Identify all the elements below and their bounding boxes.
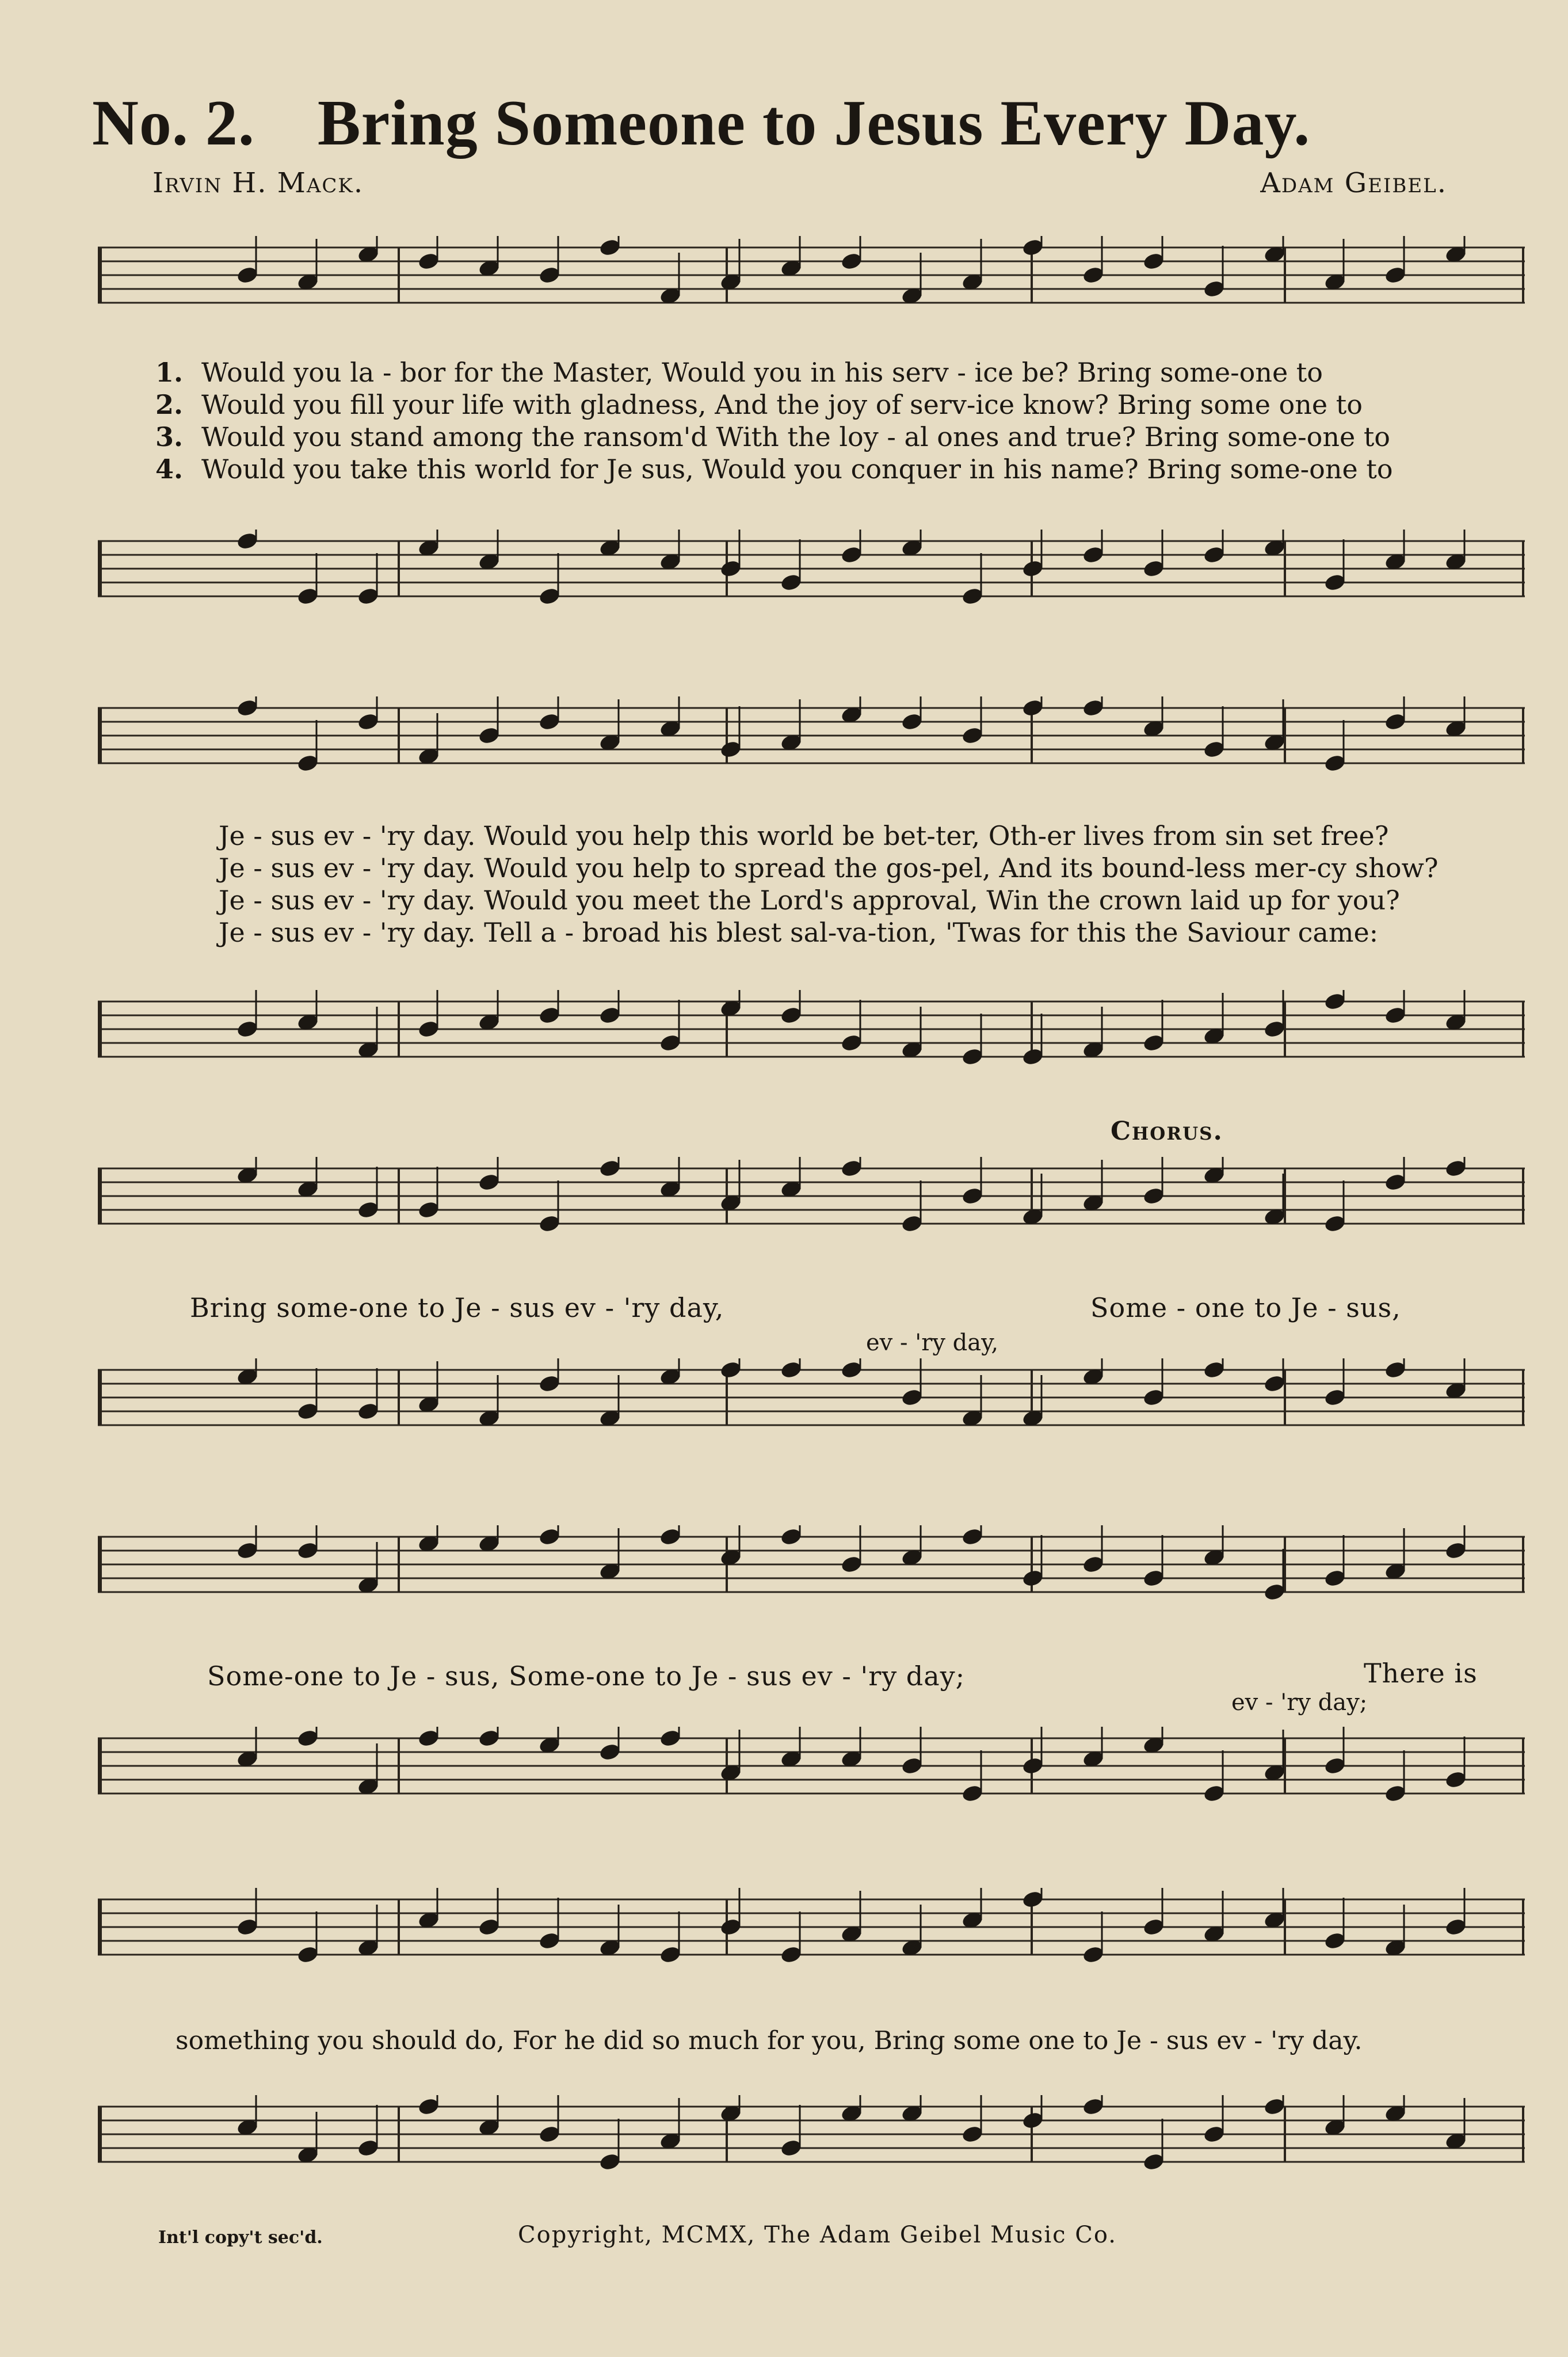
chorus-lyric-2b: There is <box>1364 1658 1478 1689</box>
staff-lines <box>98 1157 1525 1237</box>
verse-line: Je - sus ev - 'ry day. Would you help to spread the gos-pel, And its bound-less mer-cy show? <box>219 852 1439 884</box>
rights-notice: Int'l copy't sec'd. <box>158 2227 323 2248</box>
staff-lines <box>98 530 1525 610</box>
chorus-lyric-1: Bring some-one to Je - sus ev - 'ry day, <box>190 1292 724 1323</box>
treble-staff <box>98 1888 1525 1968</box>
staff-lines <box>98 236 1525 317</box>
staff-lines <box>98 1358 1525 1439</box>
staff-lines <box>98 1888 1525 1968</box>
verse-line: Je - sus ev - 'ry day. Would you help this world be bet-ter, Oth-er lives from sin set free? <box>219 820 1389 851</box>
treble-staff <box>98 1157 1525 1237</box>
chorus-lyric-1b: Some - one to Je - sus, <box>1090 1292 1401 1323</box>
staff-lines <box>98 2095 1525 2176</box>
bass-staff <box>98 990 1525 1071</box>
lyricist: Irvin H. Mack. <box>152 167 364 199</box>
hymn-number: No. 2. <box>92 87 255 159</box>
verse-line: 3. Would you stand among the ransom'd With the loy - al ones and true? Bring some-one to <box>155 421 1391 452</box>
treble-staff <box>98 696 1525 777</box>
hymn-title-row <box>92 86 1310 161</box>
bass-staff <box>98 1358 1525 1439</box>
chorus-alt-lyric-2: ev - 'ry day; <box>1231 1689 1368 1716</box>
treble-staff <box>98 1525 1525 1606</box>
staff-lines <box>98 1525 1525 1606</box>
treble-staff <box>98 236 1525 317</box>
verse-line: Je - sus ev - 'ry day. Would you meet the Lord's approval, Win the crown laid up for you? <box>219 885 1400 916</box>
bass-staff <box>98 1727 1525 1807</box>
chorus-alt-lyric-1: ev - 'ry day, <box>866 1330 999 1356</box>
chorus-lyric-2: Some-one to Je - sus, Some-one to Je - sus ev - 'ry day; <box>207 1661 966 1692</box>
chorus-lyric-3: something you should do, For he did so much for you, Bring some one to Je - sus ev - 'ry day. <box>176 2026 1363 2055</box>
staff-lines <box>98 990 1525 1071</box>
bass-staff <box>98 2095 1525 2176</box>
composer: Adam Geibel. <box>1260 167 1447 199</box>
staff-lines <box>98 1727 1525 1807</box>
hymn-title: Bring Someone to Jesus Every Day. <box>317 87 1311 159</box>
verse-line: 2. Would you fill your life with gladness, And the joy of serv-ice know? Bring some one to <box>155 389 1363 420</box>
verse-block-2 <box>219 820 1439 949</box>
verse-line: Je - sus ev - 'ry day. Tell a - broad his blest sal-va-tion, 'Twas for this the Saviour came: <box>219 917 1379 948</box>
verse-line: 4. Would you take this world for Je sus, Would you conquer in his name? Bring some-one to <box>155 454 1393 485</box>
verse-block-1 <box>155 357 1393 486</box>
verse-line: 1. Would you la - bor for the Master, Would you in his serv - ice be? Bring some-one to <box>155 357 1323 388</box>
chorus-label: Chorus. <box>1111 1117 1223 1146</box>
copyright-notice: Copyright, MCMX, The Adam Geibel Music Co. <box>518 2222 1117 2248</box>
staff-lines <box>98 696 1525 777</box>
bass-staff <box>98 530 1525 610</box>
